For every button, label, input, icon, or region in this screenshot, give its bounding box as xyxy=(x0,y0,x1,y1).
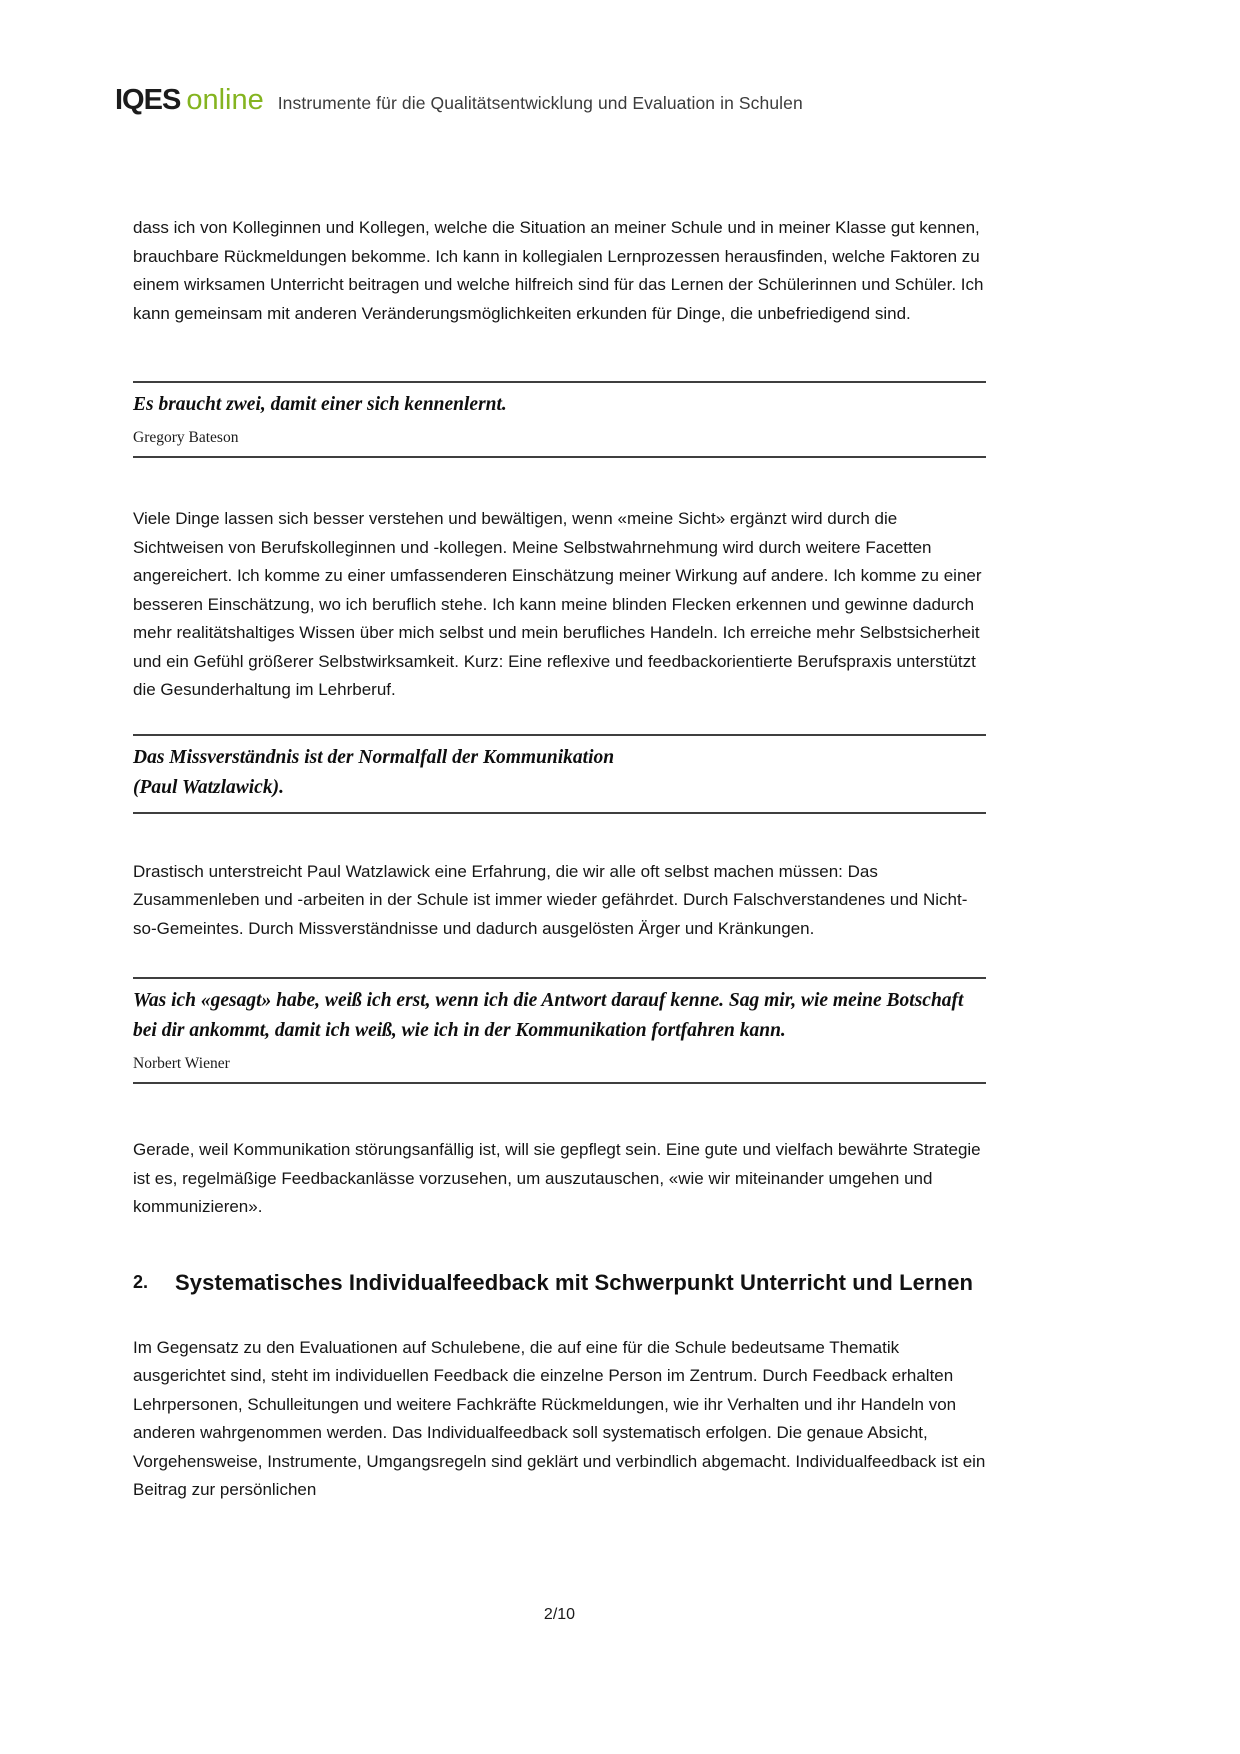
paragraph: dass ich von Kolleginnen und Kollegen, welche die Situation an meiner Schule und in meiner Klasse gut kennen, brauchbare Rückmeldungen bekomme. Ich kann in kollegialen Lernprozessen herausfinden, welche Faktoren zu einem wirksamen Unterricht beitragen und welche hilfreich sind für das Lernen der Schülerinnen und Schüler. Ich kann gemeinsam mit anderen Veränderungsmöglichkeiten erkunden für Dinge, die unbefriedigend sind. xyxy=(133,218,984,323)
paragraph: Drastisch unterstreicht Paul Watzlawick eine Erfahrung, die wir alle oft selbst machen müssen: Das Zusammenleben und -arbeiten in der Schule ist immer wieder gefährdet. Durch Falschverstandenes und Nicht-so-Gemeintes. Durch Missverständnisse und dadurch ausgelösten Ärger und Kränkungen. xyxy=(133,861,968,938)
quote-text-line-1: Das Missverständnis ist der Normalfall der Kommunikation xyxy=(133,746,615,768)
paragraph: Im Gegensatz zu den Evaluationen auf Schulebene, die auf eine für die Schule bedeutsame Thematik ausgerichtet sind, steht im individuellen Feedback die einzelne Person im Zentrum. Durch Feedback erhalten Lehrpersonen, Schulleitungen und weitere Fachkräfte Rückmeldungen, wie ihr Verhalten und ihr Handeln von anderen wahrgenommen werden. Das Individualfeedback soll systematisch erfolgen. Die genaue Absicht, Vorgehensweise, Instrumente, Umgangsregeln sind geklärt und verbindlich abgemacht. Individualfeedback ist ein Beitrag zur persönlichen xyxy=(133,1337,986,1499)
iqes-logo: IQES xyxy=(115,84,181,116)
document-body xyxy=(133,0,986,1505)
paragraph: Gerade, weil Kommunikation störungsanfällig ist, will sie gepflegt sein. Eine gute und vielfach bewährte Strategie ist es, regelmäßige Feedbackanlässe vorzusehen, um auszutauschen, «wie wir miteinander umgehen und kommunizieren». xyxy=(133,1140,981,1216)
page-number: 2/10 xyxy=(543,1606,576,1623)
section-heading xyxy=(133,1268,986,1298)
quote-attribution: Gregory Bateson xyxy=(133,429,239,446)
quote-text: Was ich «gesagt» habe, weiß ich erst, wenn ich die Antwort darauf kenne. Sag mir, wie meine Botschaft bei dir ankommt, damit ich weiß, wie ich in der Kommunikation fortfahren kann. xyxy=(133,990,964,1041)
quote-block-wiener xyxy=(133,977,986,1084)
quote-block-watzlawick xyxy=(133,734,986,814)
quote-text-line-2: (Paul Watzlawick). xyxy=(133,776,284,798)
quote-attribution: Norbert Wiener xyxy=(133,1055,230,1072)
logo-tagline: Instrumente für die Qualitätsentwicklung und Evaluation in Schulen xyxy=(277,93,803,113)
section-number: 2. xyxy=(133,1271,149,1292)
paragraph: Viele Dinge lassen sich besser verstehen und bewältigen, wenn «meine Sicht» ergänzt wird durch die Sichtweisen von Berufskolleginnen und -kollegen. Meine Selbstwahrnehmung wird durch weitere Facetten angereichert. Ich komme zu einer umfassenderen Einschätzung meiner Wirkung auf andere. Ich komme zu einer besseren Einschätzung, wo ich beruflich stehe. Ich kann meine blinden Flecken erkennen und gewinne dadurch mehr realitätshaltiges Wissen über mich selbst und mein berufliches Handeln. Ich erreiche mehr Selbstsicherheit und ein Gefühl größerer Selbstwirksamkeit. Kurz: Eine reflexive und feedbackorientierte Berufspraxis unterstützt die Gesunderhaltung im Lehrberuf. xyxy=(133,509,982,699)
iqes-logo-online: online xyxy=(186,84,264,116)
quote-text: Es braucht zwei, damit einer sich kennenlernt. xyxy=(133,394,507,415)
quote-block-bateson xyxy=(133,381,986,458)
section-title: Systematisches Individualfeedback mit Schwerpunkt Unterricht und Lernen xyxy=(175,1269,974,1295)
